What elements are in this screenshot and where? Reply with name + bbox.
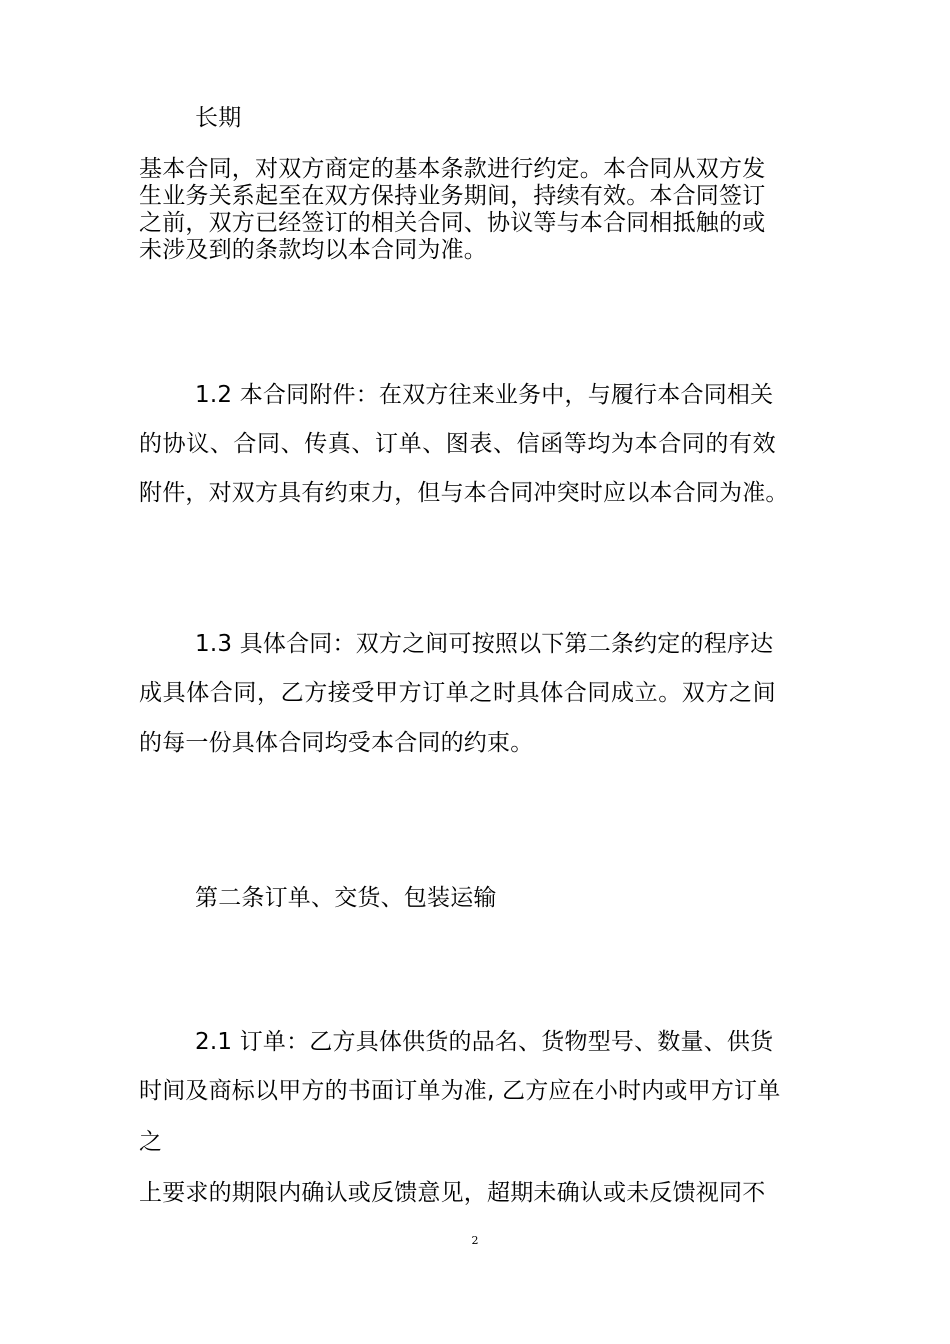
paragraph-line: 之	[139, 1129, 163, 1155]
paragraph-line: 生业务关系起至在双方保持业务期间，持续有效。本合同签订	[139, 183, 766, 209]
paragraph-line: 的每一份具体合同均受本合同的约束。	[139, 730, 534, 756]
paragraph-line: 之前，双方已经签订的相关合同、协议等与本合同相抵触的或	[139, 210, 766, 236]
paragraph-line: 基本合同，对双方商定的基本条款进行约定。本合同从双方发	[139, 156, 766, 182]
paragraph-line: 的协议、合同、传真、订单、图表、信函等均为本合同的有效	[139, 431, 777, 457]
paragraph-line: 1.3 具体合同：双方之间可按照以下第二条约定的程序达	[195, 631, 774, 657]
paragraph-line: 1.2 本合同附件：在双方往来业务中，与履行本合同相关	[195, 382, 774, 408]
paragraph-line: 上要求的期限内确认或反馈意见，超期未确认或未反馈视同不	[139, 1180, 766, 1206]
heading-term: 长期	[195, 105, 242, 131]
paragraph-line: 附件，对双方具有约束力，但与本合同冲突时应以本合同为准。	[139, 480, 789, 506]
paragraph-line: 时间及商标以甲方的书面订单为准, 乙方应在小时内或甲方订单	[139, 1078, 781, 1104]
paragraph-line: 2.1 订单：乙方具体供货的品名、货物型号、数量、供货	[195, 1029, 774, 1055]
page-number: 2	[471, 1234, 479, 1247]
section-title: 第二条订单、交货、包装运输	[195, 885, 497, 911]
paragraph-line: 成具体合同，乙方接受甲方订单之时具体合同成立。双方之间	[139, 680, 777, 706]
paragraph-line: 未涉及到的条款均以本合同为准。	[139, 237, 487, 263]
